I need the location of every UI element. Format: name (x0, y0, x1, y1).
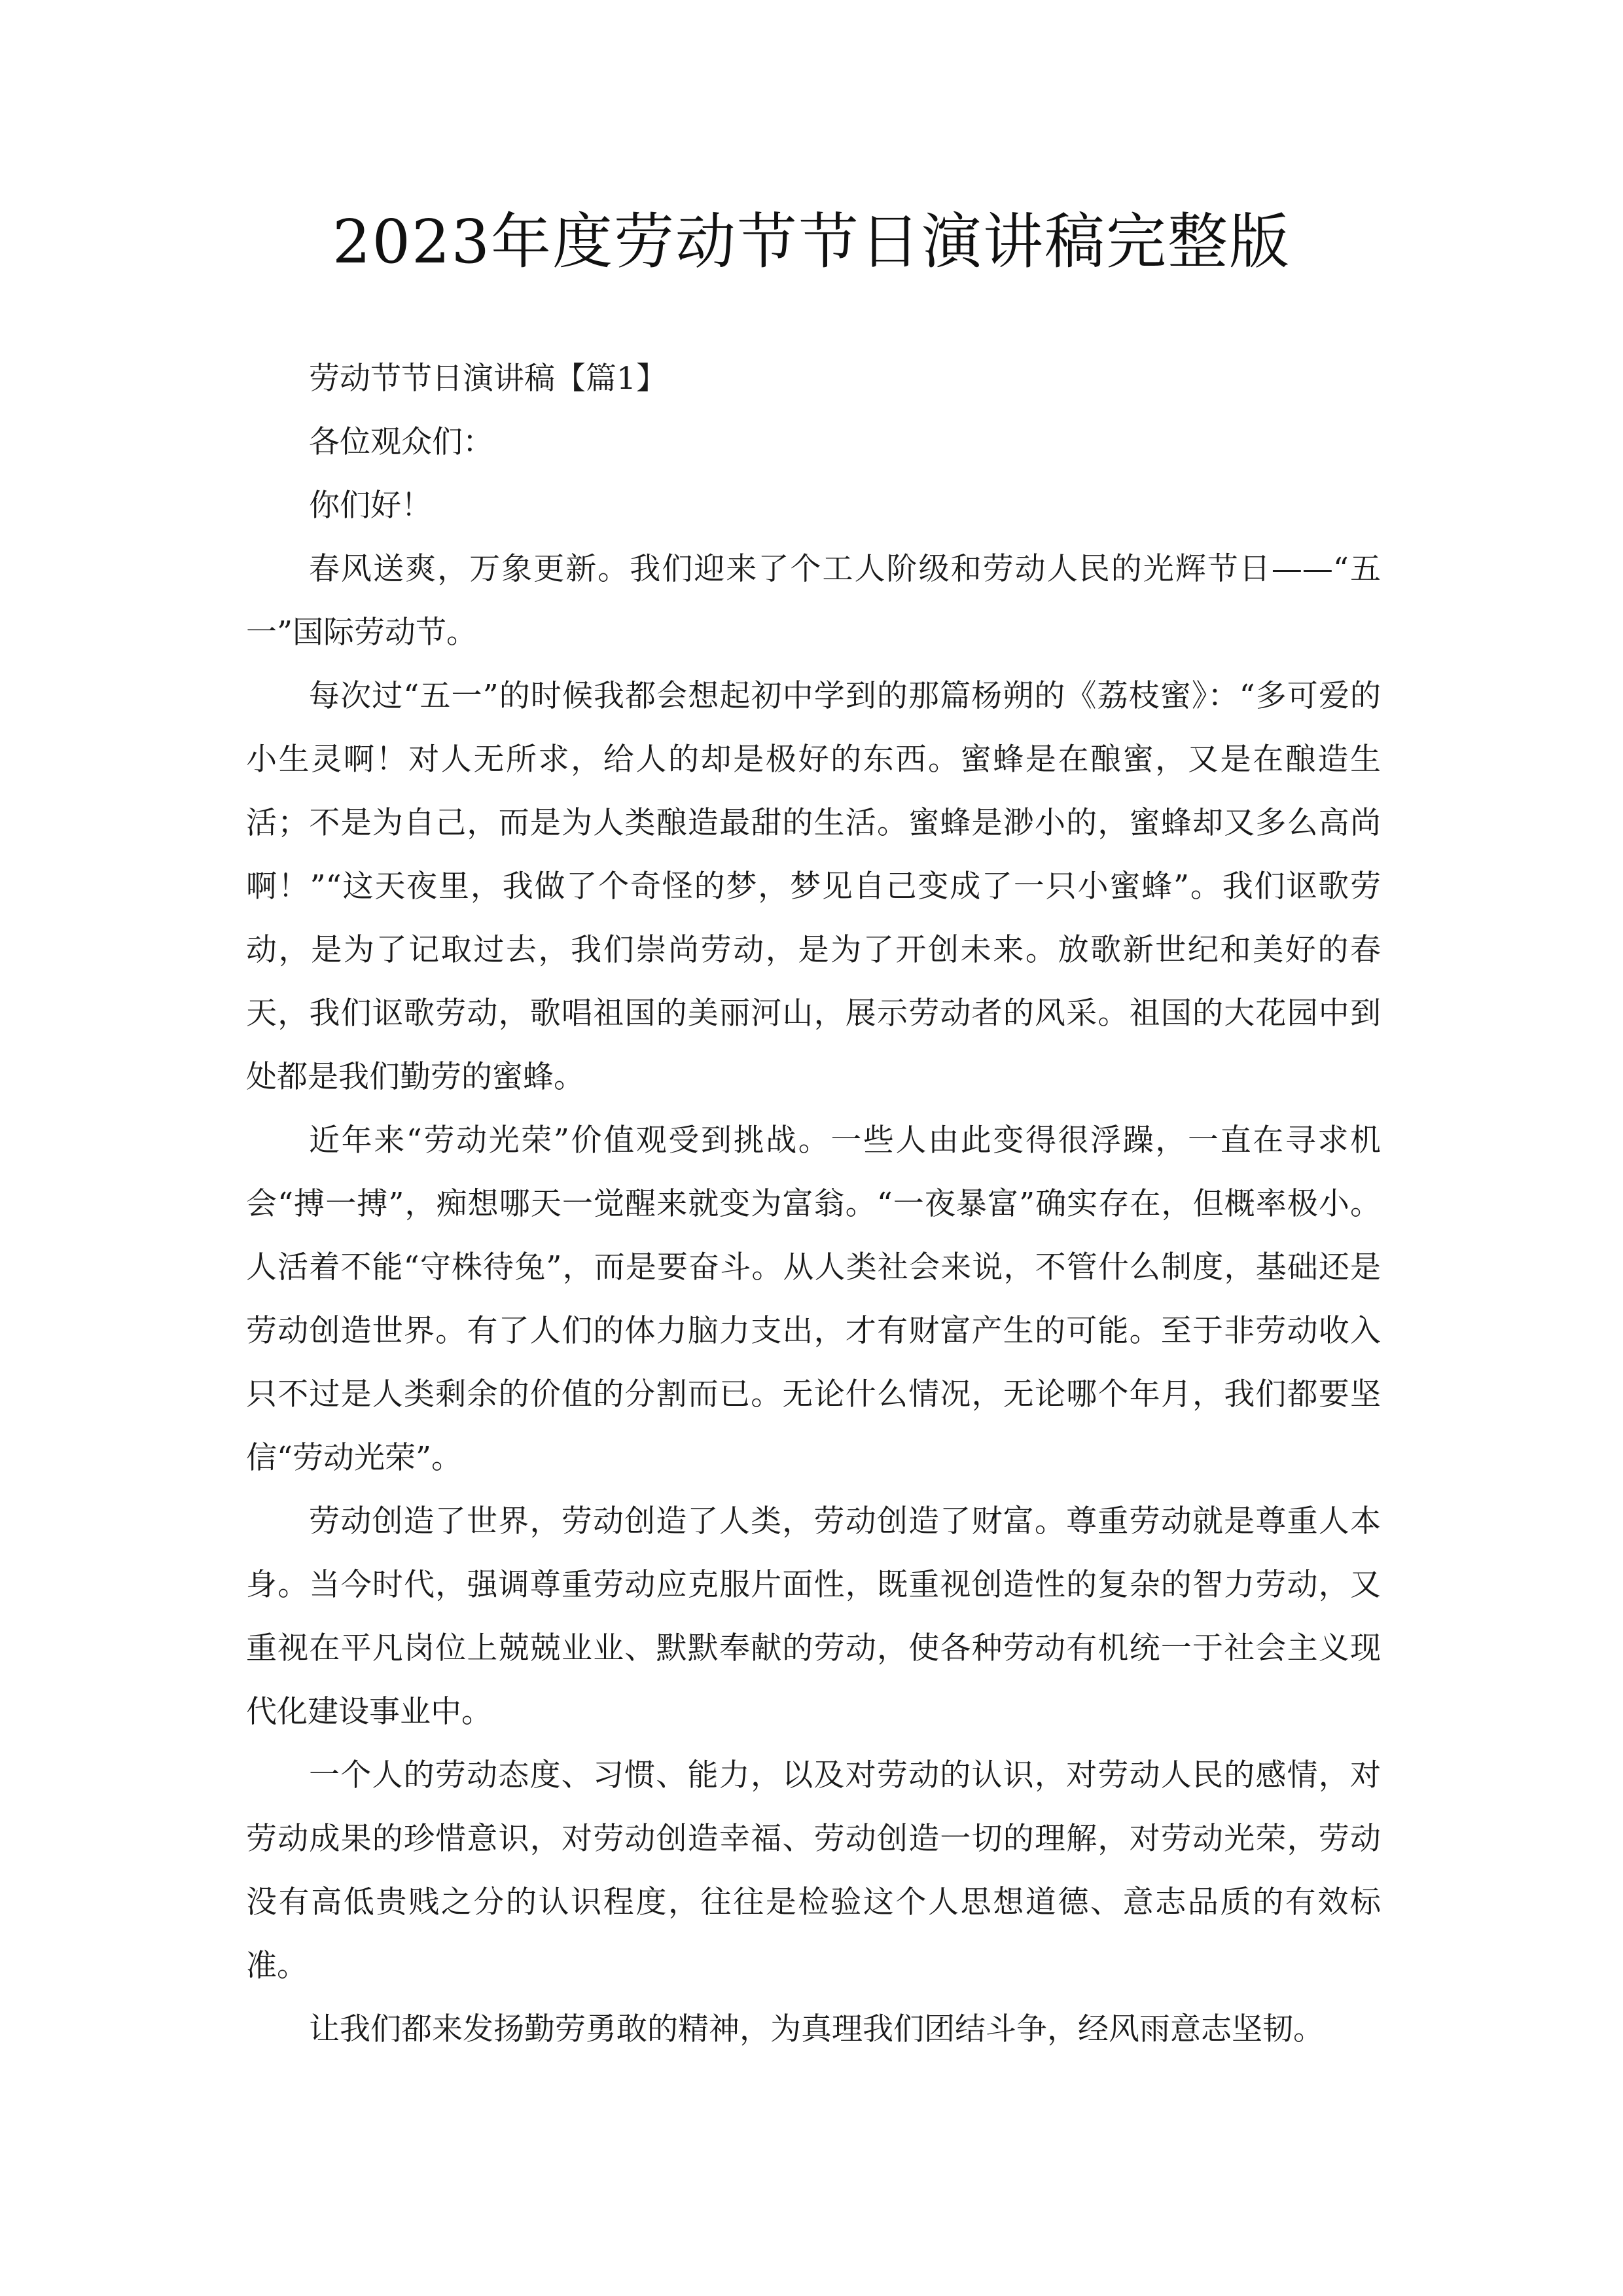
paragraph: 劳动创造了世界，劳动创造了人类，劳动创造了财富。尊重劳动就是尊重人本身。当今时代，强调尊重劳动应克服片面性，既重视创造性的复杂的智力劳动，又重视在平凡岗位上兢兢业业、默默奉献的劳动，使各种劳动有机统一于社会主义现代化建设事业中。 (246, 1503, 1381, 1730)
paragraph: 春风送爽，万象更新。我们迎来了个工人阶级和劳动人民的光辉节日——“五一”国际劳动节。 (246, 551, 1381, 651)
speech-heading: 劳动节节日演讲稿【篇1】 (309, 361, 667, 397)
paragraph: 让我们都来发扬勤劳勇敢的精神，为真理我们团结斗争，经风雨意志坚韧。 (309, 2011, 1324, 2047)
salutation: 各位观众们： (309, 424, 493, 460)
paragraph: 一个人的劳动态度、习惯、能力，以及对劳动的认识，对劳动人民的感情，对劳动成果的珍惜意识，对劳动创造幸福、劳动创造一切的理解，对劳动光荣，劳动没有高低贵贱之分的认识程度，往往是检验这个人思想道德、意志品质的有效标准。 (246, 1757, 1381, 1984)
document-body (246, 347, 1381, 2061)
paragraph: 每次过“五一”的时候我都会想起初中学到的那篇杨朔的《荔枝蜜》：“多可爱的小生灵啊！对人无所求，给人的却是极好的东西。蜜蜂是在酿蜜，又是在酿造生活；不是为自己，而是为人类酿造最甜的生活。蜜蜂是渺小的，蜜蜂却又多么高尚啊！”“这天夜里，我做了个奇怪的梦，梦见自己变成了一只小蜜蜂”。我们讴歌劳动，是为了记取过去，我们崇尚劳动，是为了开创未来。放歌新世纪和美好的春天，我们讴歌劳动，歌唱祖国的美丽河山，展示劳动者的风采。祖国的大花园中到处都是我们勤劳的蜜蜂。 (246, 678, 1381, 1095)
document-title: 2023年度劳动节节日演讲稿完整版 (332, 207, 1291, 277)
greeting: 你们好！ (309, 488, 432, 524)
paragraph: 近年来“劳动光荣”价值观受到挑战。一些人由此变得很浮躁，一直在寻求机会“搏一搏”，痴想哪天一觉醒来就变为富翁。“一夜暴富”确实存在，但概率极小。人活着不能“守株待兔”，而是要奋斗。从人类社会来说，不管什么制度，基础还是劳动创造世界。有了人们的体力脑力支出，才有财富产生的可能。至于非劳动收入只不过是人类剩余的价值的分割而已。无论什么情况，无论哪个年月，我们都要坚信“劳动光荣”。 (246, 1122, 1381, 1476)
